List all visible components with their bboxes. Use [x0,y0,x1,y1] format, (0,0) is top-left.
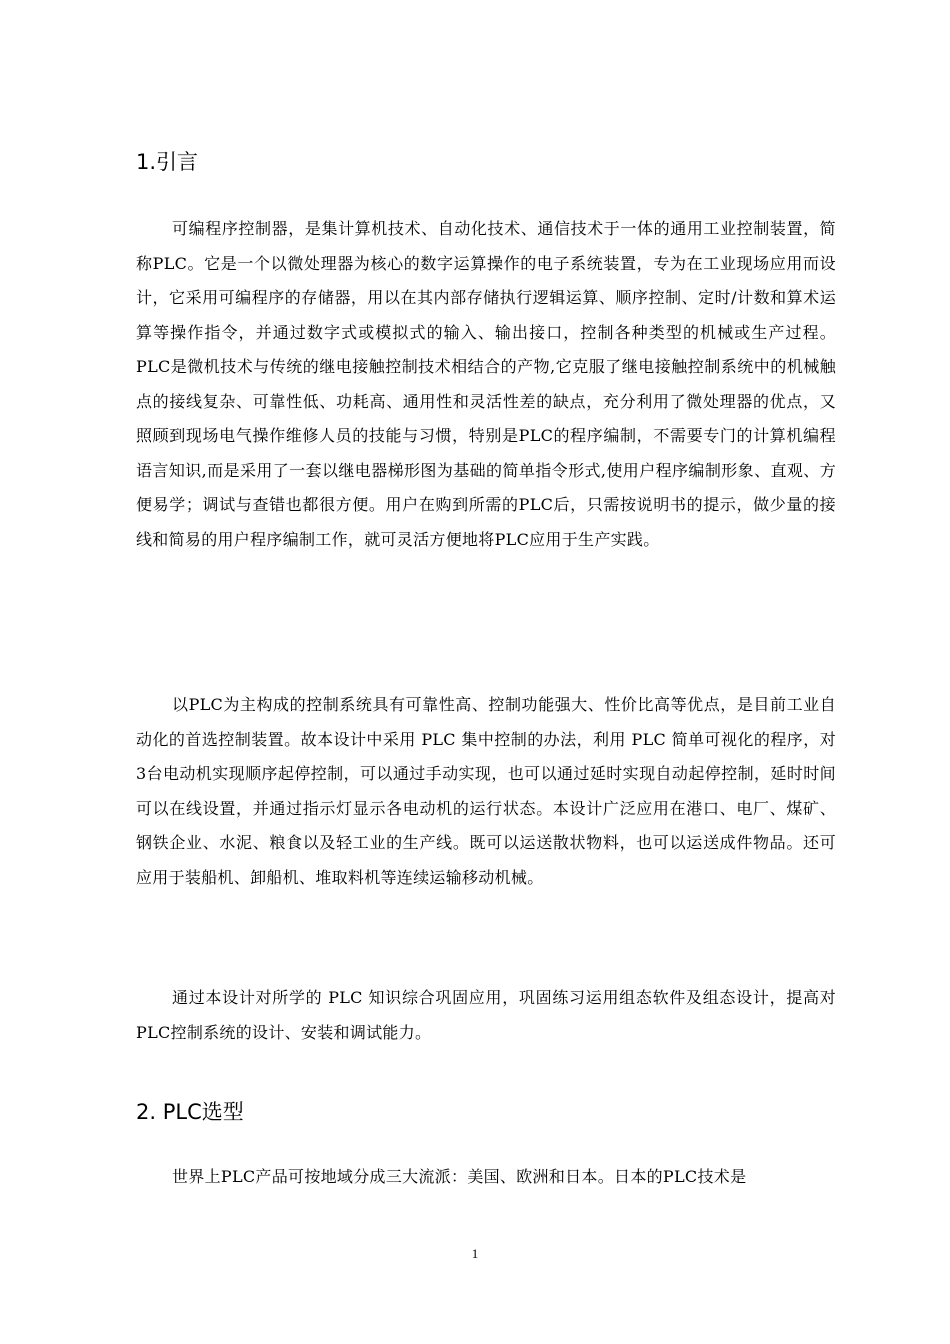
paragraph-design-overview: 以PLC为主构成的控制系统具有可靠性高、控制功能强大、性价比高等优点，是目前工业自动化的首选控制装置。故本设计中采用 PLC 集中控制的办法，利用 PLC 简单可视化的程序，对3台电动机实现顺序起停控制，可以通过手动实现，也可以通过延时实现自动起停控制，延时时间可以在线设置，并通过指示灯显示各电动机的运行状态。本设计广泛应用在港口、电厂、煤矿、钢铁企业、水泥、粮食以及轻工业的生产线。既可以运送散状物料，也可以运送成件物品。还可应用于装船机、卸船机、堆取料机等连续运输移动机械。 [136,695,836,887]
section-heading-plc-selection: 2. PLC选型 [136,1100,244,1124]
section-heading-introduction: 1.引言 [136,150,199,174]
paragraph-design-purpose: 通过本设计对所学的 PLC 知识综合巩固应用，巩固练习运用组态软件及组态设计，提高对PLC控制系统的设计、安装和调试能力。 [136,988,836,1042]
paragraph-plc-definition: 可编程序控制器，是集计算机技术、自动化技术、通信技术于一体的通用工业控制装置，简称PLC。它是一个以微处理器为核心的数字运算操作的电子系统装置，专为在工业现场应用而设计，它采用可编程序的存储器，用以在其内部存储执行逻辑运算、顺序控制、定时/计数和算术运算等操作指令，并通过数字式或模拟式的输入、输出接口，控制各种类型的机械或生产过程。PLC是微机技术与传统的继电接触控制技术相结合的产物,它克服了继电接触控制系统中的机械触点的接线复杂、可靠性低、功耗高、通用性和灵活性差的缺点，充分利用了微处理器的优点，又照顾到现场电气操作维修人员的技能与习惯，特别是PLC的程序编制，不需要专门的计算机编程语言知识,而是采用了一套以继电器梯形图为基础的简单指令形式,使用户程序编制形象、直观、方便易学；调试与查错也都很方便。用户在购到所需的PLC后，只需按说明书的提示，做少量的接线和简易的用户程序编制工作，就可灵活方便地将PLC应用于生产实践。 [136,219,836,549]
page-number: 1 [471,1246,479,1261]
paragraph-plc-schools: 世界上PLC产品可按地域分成三大流派：美国、欧洲和日本。日本的PLC技术是 [172,1167,747,1186]
